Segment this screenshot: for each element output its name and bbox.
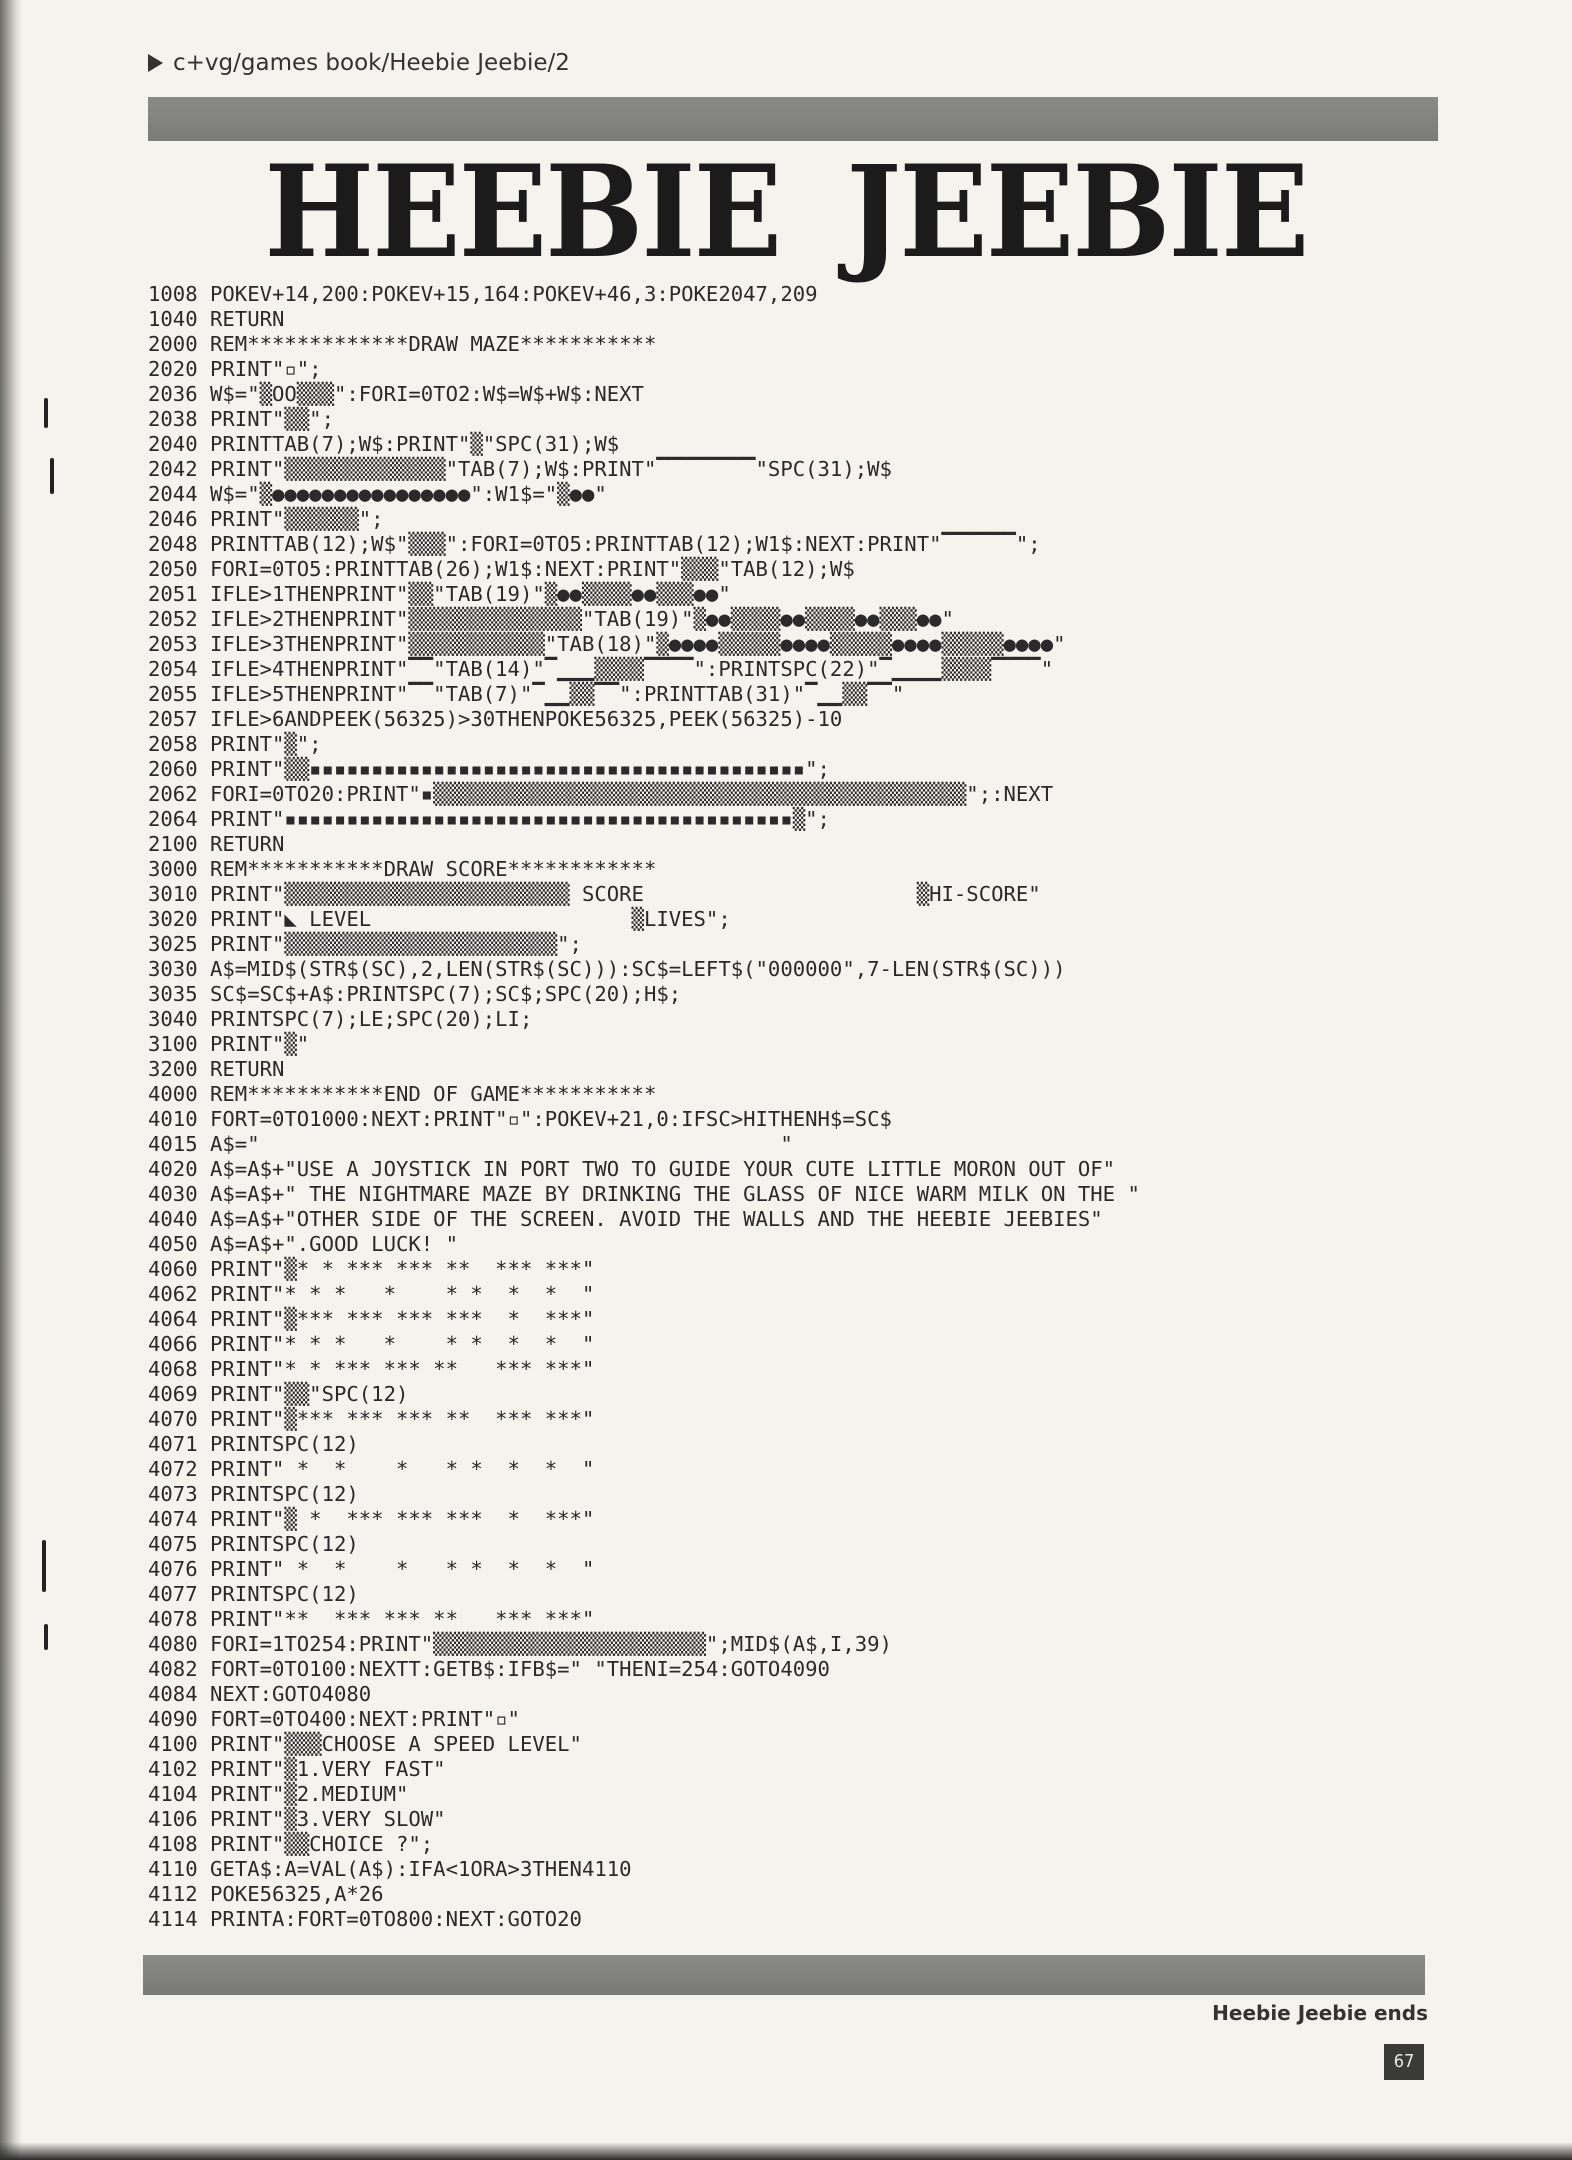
code-line: 4084 NEXT:GOTO4080 [148, 1682, 372, 1706]
code-line: 4030 A$=A$+" THE NIGHTMARE MAZE BY DRINKING THE GLASS OF NICE WARM MILK ON THE " [148, 1182, 1140, 1206]
breadcrumb [148, 50, 570, 76]
code-line: 2038 PRINT"▒▒"; [148, 407, 334, 431]
code-line: 2040 PRINTTAB(7);W$:PRINT"▒"SPC(31);W$ [148, 432, 620, 456]
code-line: 4069 PRINT"▒▒"SPC(12) [148, 1382, 409, 1406]
header-band [148, 97, 1438, 141]
code-line: 1040 RETURN [148, 307, 285, 331]
code-line: 4072 PRINT" * * * * * * * " [148, 1457, 595, 1481]
code-line: 4068 PRINT"* * *** *** ** *** ***" [148, 1357, 595, 1381]
code-line: 2036 W$="▒OO▒▒▒":FORI=0TO2:W$=W$+W$:NEXT [148, 382, 644, 406]
code-line: 3010 PRINT"▒▒▒▒▒▒▒▒▒▒▒▒▒▒▒▒▒▒▒▒▒▒▒ SCORE ▒HI-SCORE" [148, 882, 1041, 906]
footer-band [143, 1955, 1425, 1995]
code-line: 2064 PRINT"▪▪▪▪▪▪▪▪▪▪▪▪▪▪▪▪▪▪▪▪▪▪▪▪▪▪▪▪▪▪▪▪▪▪▪▪▪▪▪▪▪▒"; [148, 807, 830, 831]
code-line: 2050 FORI=0TO5:PRINTTAB(26);W1$:NEXT:PRINT"▒▒▒"TAB(12);W$ [148, 557, 855, 581]
page-title: HEEBIE JEEBIE [264, 138, 1308, 286]
code-line: 2052 IFLE>2THENPRINT"▒▒▒▒▒▒▒▒▒▒▒▒▒▒"TAB(19)"▒●●▒▒▒▒●●▒▒▒▒●●▒▒▒●●" [148, 607, 954, 631]
code-line: 4078 PRINT"** *** *** ** *** ***" [148, 1607, 595, 1631]
play-arrow-icon [148, 54, 163, 72]
code-line: 4020 A$=A$+"USE A JOYSTICK IN PORT TWO TO GUIDE YOUR CUTE LITTLE MORON OUT OF" [148, 1157, 1116, 1181]
code-line: 4102 PRINT"▒1.VERY FAST" [148, 1757, 446, 1781]
code-line: 4076 PRINT" * * * * * * * " [148, 1557, 595, 1581]
margin-mark [42, 1540, 46, 1592]
code-line: 2062 FORI=0TO20:PRINT"▪▒▒▒▒▒▒▒▒▒▒▒▒▒▒▒▒▒▒▒▒▒▒▒▒▒▒▒▒▒▒▒▒▒▒▒▒▒▒▒▒▒▒▒";:NEXT [148, 782, 1054, 806]
code-line: 2053 IFLE>3THENPRINT"▒▒▒▒▒▒▒▒▒▒▒"TAB(18)"▒●●●●▒▒▒▒▒●●●●▒▒▒▒▒●●●●▒▒▒▒▒●●●●" [148, 632, 1066, 656]
code-line: 2100 RETURN [148, 832, 285, 856]
code-line: 4090 FORT=0TO400:NEXT:PRINT"▫" [148, 1707, 520, 1731]
code-line: 3040 PRINTSPC(7);LE;SPC(20);LI; [148, 1007, 533, 1031]
code-line: 2057 IFLE>6ANDPEEK(56325)>30THENPOKE56325,PEEK(56325)-10 [148, 707, 843, 731]
code-line: 2044 W$="▒●●●●●●●●●●●●●●●●":W1$="▒●●" [148, 482, 607, 506]
margin-mark [50, 458, 54, 494]
code-line: 4100 PRINT"▒▒▒CHOOSE A SPEED LEVEL" [148, 1732, 582, 1756]
page-gutter-shadow [0, 0, 22, 2160]
code-line: 4082 FORT=0TO100:NEXTT:GETB$:IFB$=" "THENI=254:GOTO4090 [148, 1657, 830, 1681]
code-line: 1008 POKEV+14,200:POKEV+15,164:POKEV+46,3:POKE2047,209 [148, 282, 818, 306]
page-number: 67 [1384, 2044, 1424, 2080]
code-line: 2048 PRINTTAB(12);W$"▒▒▒":FORI=0TO5:PRINTTAB(12);W1$:NEXT:PRINT"▔▔▔▔▔▔"; [148, 532, 1041, 556]
margin-mark [44, 1624, 48, 1650]
code-line: 4073 PRINTSPC(12) [148, 1482, 359, 1506]
code-line: 3035 SC$=SC$+A$:PRINTSPC(7);SC$;SPC(20);H$; [148, 982, 682, 1006]
margin-mark [44, 398, 48, 428]
footer-note: Heebie Jeebie ends [1212, 2001, 1428, 2025]
code-line: 4074 PRINT"▒ * *** *** *** * ***" [148, 1507, 595, 1531]
code-line: 3020 PRINT"◣ LEVEL ▒LIVES"; [148, 907, 731, 931]
code-line: 2058 PRINT"▒"; [148, 732, 322, 756]
code-line: 3030 A$=MID$(STR$(SC),2,LEN(STR$(SC))):SC$=LEFT$("000000",7-LEN(STR$(SC))) [148, 957, 1066, 981]
program-listing [148, 282, 1438, 1932]
code-line: 4108 PRINT"▒▒CHOICE ?"; [148, 1832, 434, 1856]
code-line: 4000 REM***********END OF GAME*********** [148, 1082, 657, 1106]
code-line: 4070 PRINT"▒*** *** *** ** *** ***" [148, 1407, 595, 1431]
code-line: 4110 GETA$:A=VAL(A$):IFA<1ORA>3THEN4110 [148, 1857, 632, 1881]
code-line: 4060 PRINT"▒* * *** *** ** *** ***" [148, 1257, 595, 1281]
code-line: 2054 IFLE>4THENPRINT"▔▔"TAB(14)"▔▁▁▁▒▒▒▒▔▔▔▔":PRINTSPC(22)"▔▁▁▁▁▒▒▒▒▔▔▔▔" [148, 657, 1054, 681]
code-line: 4080 FORI=1TO254:PRINT"▒▒▒▒▒▒▒▒▒▒▒▒▒▒▒▒▒▒▒▒▒▒";MID$(A$,I,39) [148, 1632, 892, 1656]
code-line: 4071 PRINTSPC(12) [148, 1432, 359, 1456]
code-line: 3025 PRINT"▒▒▒▒▒▒▒▒▒▒▒▒▒▒▒▒▒▒▒▒▒▒"; [148, 932, 582, 956]
code-line: 3000 REM***********DRAW SCORE************ [148, 857, 657, 881]
code-line: 2055 IFLE>5THENPRINT"▔▔"TAB(7)"▔▁▁▒▒▔▔":PRINTTAB(31)"▔▁▁▒▒▔▔" [148, 682, 905, 706]
code-line: 3100 PRINT"▒" [148, 1032, 310, 1056]
code-line: 2051 IFLE>1THENPRINT"▒▒"TAB(19)"▒●●▒▒▒▒●●▒▒▒●●" [148, 582, 731, 606]
code-line: 4077 PRINTSPC(12) [148, 1582, 359, 1606]
code-line: 4050 A$=A$+".GOOD LUCK! " [148, 1232, 458, 1256]
code-line: 4066 PRINT"* * * * * * * * " [148, 1332, 595, 1356]
code-line: 2020 PRINT"▫"; [148, 357, 322, 381]
code-line: 4064 PRINT"▒*** *** *** *** * ***" [148, 1307, 595, 1331]
code-line: 4062 PRINT"* * * * * * * * " [148, 1282, 595, 1306]
page-bottom-shadow [0, 2142, 1572, 2160]
code-line: 4112 POKE56325,A*26 [148, 1882, 384, 1906]
code-line: 2060 PRINT"▒▒▪▪▪▪▪▪▪▪▪▪▪▪▪▪▪▪▪▪▪▪▪▪▪▪▪▪▪▪▪▪▪▪▪▪▪▪▪▪▪▪"; [148, 757, 830, 781]
breadcrumb-text: c+vg/games book/Heebie Jeebie/2 [173, 50, 570, 76]
code-line: 3200 RETURN [148, 1057, 285, 1081]
code-line: 4015 A$=" " [148, 1132, 793, 1156]
code-line: 2042 PRINT"▒▒▒▒▒▒▒▒▒▒▒▒▒"TAB(7);W$:PRINT"▔▔▔▔▔▔▔▔"SPC(31);W$ [148, 457, 892, 481]
code-line: 4106 PRINT"▒3.VERY SLOW" [148, 1807, 446, 1831]
code-line: 4104 PRINT"▒2.MEDIUM" [148, 1782, 409, 1806]
code-line: 2000 REM*************DRAW MAZE*********** [148, 332, 657, 356]
code-line: 2046 PRINT"▒▒▒▒▒▒"; [148, 507, 384, 531]
code-line: 4040 A$=A$+"OTHER SIDE OF THE SCREEN. AVOID THE WALLS AND THE HEEBIE JEEBIES" [148, 1207, 1103, 1231]
code-line: 4114 PRINTA:FORT=0TO800:NEXT:GOTO20 [148, 1907, 582, 1931]
code-line: 4075 PRINTSPC(12) [148, 1532, 359, 1556]
code-line: 4010 FORT=0TO1000:NEXT:PRINT"▫":POKEV+21,0:IFSC>HITHENH$=SC$ [148, 1107, 892, 1131]
